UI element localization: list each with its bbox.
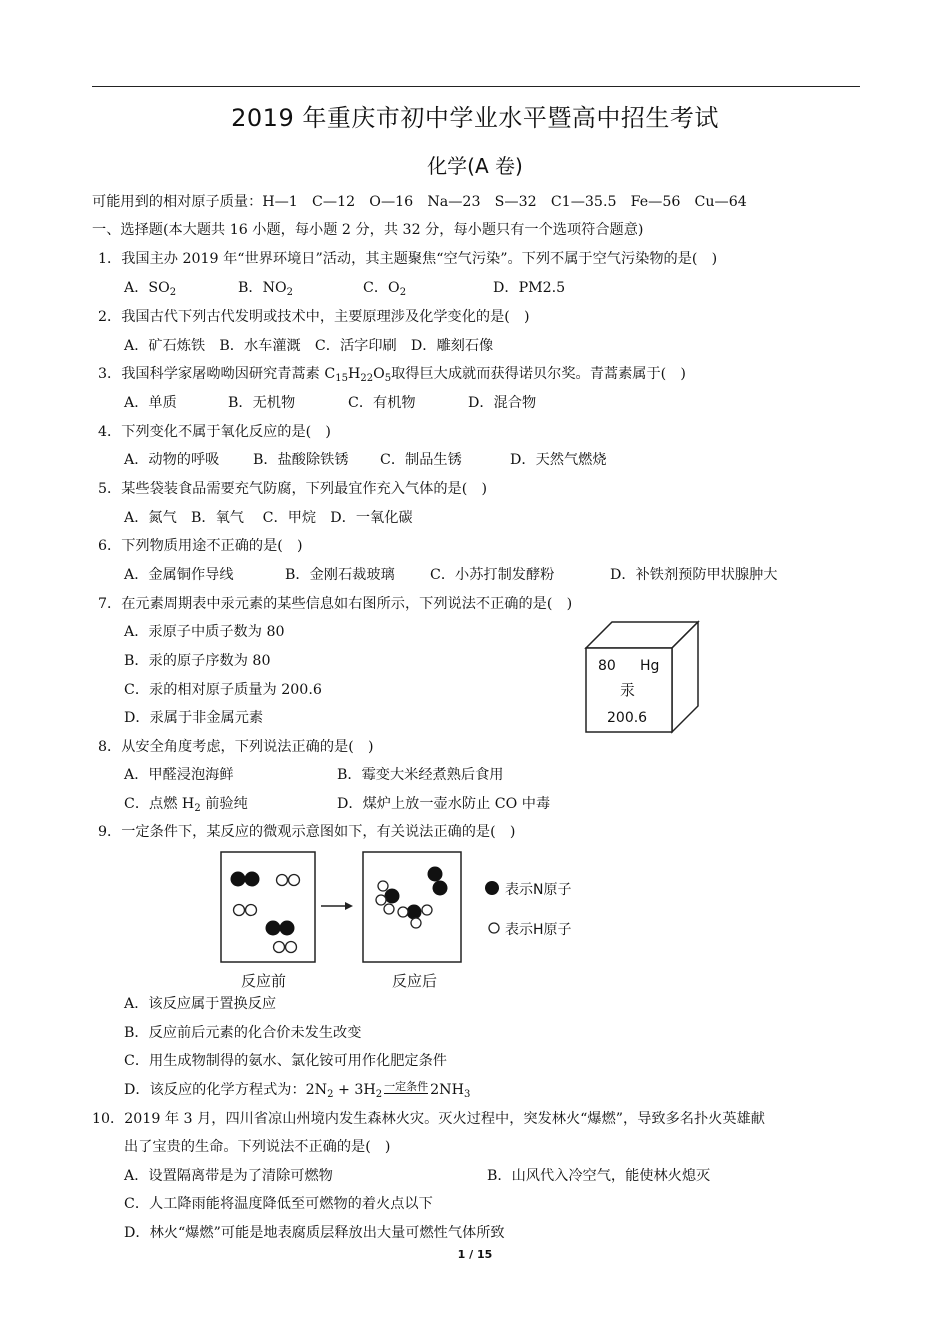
before-label: 反应前	[241, 972, 287, 990]
page-subtitle: 化学(A 卷)	[427, 154, 523, 178]
cell-atomic-mass: 200.6	[607, 710, 648, 726]
q8-option-c: C．点燃 $H_2$ 前验纯	[124, 796, 248, 814]
q9-option-b: B．反应前后元素的化合价未发生改变	[124, 1025, 362, 1041]
q1-option-b: B．$NO_2$	[238, 280, 294, 298]
reaction-condition: 一定条件	[384, 1080, 429, 1093]
q4-option-b: B．盐酸除铁锈	[253, 452, 349, 468]
q3-option-c: C．有机物	[348, 395, 416, 411]
q8-option-d: D．煤炉上放一壶水防止 CO 中毒	[337, 796, 551, 812]
atomic-masses: 可能用到的相对原子质量：H—1 C—12 O—16 Na—23 S—32 C1—35.5 Fe—56 Cu—64	[92, 194, 747, 210]
q1-option-c: C．$O_2$	[363, 280, 407, 298]
after-label: 反应后	[392, 972, 438, 990]
q7-option-c: C．汞的相对原子质量为 200.6	[124, 682, 322, 698]
header-rule	[92, 86, 860, 87]
page-title: 2019 年重庆市初中学业水平暨高中招生考试	[231, 104, 719, 132]
q9-option-d: D．该反应的化学方程式为：$2N_2 + 3H_2$一定条件 $2NH_3$	[124, 1080, 471, 1100]
q1-stem: 1．我国主办 2019 年“世界环境日”活动，其主题聚焦“空气污染”。下列不属于空气污染物的是( )	[98, 251, 718, 267]
q10-option-b: B．山风代入冷空气，能使林火熄灭	[487, 1168, 711, 1184]
q5-stem: 5．某些袋装食品需要充气防腐，下列最宜作充入气体的是( )	[98, 481, 487, 497]
q6-option-b: B．金刚石裁玻璃	[285, 567, 395, 583]
q6-option-a: A．金属铜作导线	[124, 567, 234, 583]
q8-stem: 8．从安全角度考虑，下列说法正确的是( )	[98, 739, 374, 755]
q7-option-b: B．汞的原子序数为 80	[124, 653, 271, 669]
q10-option-c: C．人工降雨能将温度降低至可燃物的着火点以下	[124, 1196, 433, 1212]
q6-stem: 6．下列物质用途不正确的是( )	[98, 538, 303, 554]
legend-h-label: 表示H原子	[505, 922, 572, 938]
reaction-diagram	[215, 848, 605, 993]
legend-n-label: 表示N原子	[505, 882, 572, 898]
cell-atomic-number: 80	[598, 658, 616, 674]
q6-option-c: C．小苏打制发酵粉	[430, 567, 555, 583]
q10-stem-line1: 10．2019 年 3 月，四川省凉山州境内发生森林火灾。灭火过程中，突发林火“爆燃”，导致多名扑火英雄献	[92, 1111, 765, 1127]
legend-h-icon	[489, 923, 499, 933]
q2-stem: 2．我国古代下列古代发明或技术中，主要原理涉及化学变化的是( )	[98, 309, 530, 325]
q1-option-d: D．PM2.5	[493, 280, 566, 296]
q6-option-d: D．补铁剂预防甲状腺肿大	[610, 567, 778, 583]
q9-stem: 9．一定条件下，某反应的微观示意图如下，有关说法正确的是( )	[98, 824, 516, 840]
q4-stem: 4．下列变化不属于氧化反应的是( )	[98, 424, 331, 440]
q10-option-a: A．设置隔离带是为了清除可燃物	[124, 1168, 333, 1184]
q3-stem: 3．我国科学家屠呦呦因研究青蒿素 $C_{15}H_{22}O_5$取得巨大成就而获得诺贝尔奖。青蒿素属于( )	[98, 366, 686, 384]
q4-option-a: A．动物的呼吸	[124, 452, 220, 468]
q8-option-a: A．甲醛浸泡海鲜	[124, 767, 234, 783]
cell-symbol: Hg	[640, 658, 660, 674]
legend-n-icon	[485, 881, 499, 895]
q7-option-a: A．汞原子中质子数为 80	[124, 624, 285, 640]
mercury-element-cell	[584, 618, 704, 736]
q9-option-a: A．该反应属于置换反应	[124, 996, 277, 1012]
q4-option-d: D．天然气燃烧	[510, 452, 607, 468]
q3-option-d: D．混合物	[468, 395, 537, 411]
q3-option-a: A．单质	[124, 395, 177, 411]
section-heading: 一、选择题(本大题共 16 小题，每小题 2 分，共 32 分，每小题只有一个选项符合题意)	[92, 222, 644, 238]
q9-option-c: C．用生成物制得的氨水、氯化铵可用作化肥定条件	[124, 1053, 447, 1069]
page-number: 1 / 15	[457, 1248, 493, 1261]
cell-name: 汞	[620, 681, 636, 699]
q10-option-d: D．林火“爆燃”可能是地表腐质层释放出大量可燃性气体所致	[124, 1225, 505, 1241]
q4-option-c: C．制品生锈	[380, 452, 462, 468]
q10-stem-line2: 出了宝贵的生命。下列说法不正确的是( )	[124, 1139, 391, 1155]
q8-option-b: B．霉变大米经煮熟后食用	[337, 767, 504, 783]
q5-options: A．氮气 B．氧气 C．甲烷 D．一氧化碳	[124, 510, 413, 526]
q3-option-b: B．无机物	[228, 395, 296, 411]
q7-stem: 7．在元素周期表中汞元素的某些信息如右图所示，下列说法不正确的是( )	[98, 596, 573, 612]
q7-option-d: D．汞属于非金属元素	[124, 710, 264, 726]
q1-option-a: A．$SO_2$	[124, 280, 177, 298]
q2-options: A．矿石炼铁 B．水车灌溉 C．活字印刷 D．雕刻石像	[124, 338, 494, 354]
